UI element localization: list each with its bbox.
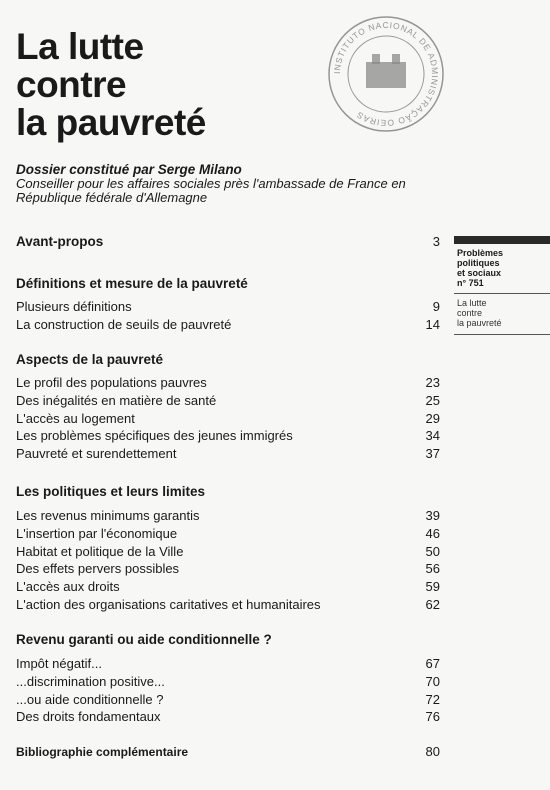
toc-section-title: Les politiques et leurs limites [16, 484, 206, 499]
toc-page-number: 70 [425, 673, 440, 689]
sidebar-bar [454, 236, 550, 244]
toc-entry-label: Pauvreté et surendettement [16, 446, 177, 462]
toc-section-title: Avant-propos [16, 234, 104, 249]
toc-page-number: 62 [425, 596, 440, 612]
toc-entry [16, 427, 440, 445]
toc-entry [16, 560, 440, 578]
toc-section-title: Définitions et mesure de la pauvreté [16, 276, 248, 291]
toc-page-number: 29 [425, 410, 440, 426]
toc-page-number: 25 [425, 392, 440, 408]
toc-entry [16, 578, 440, 596]
toc-page-number: 67 [425, 656, 440, 671]
toc-entry-label: Des droits fondamentaux [16, 709, 161, 725]
toc-entry-label: Des effets pervers possibles [16, 561, 180, 577]
toc-section [16, 276, 440, 334]
title-line: la pauvreté [16, 102, 206, 143]
toc-page-number: 76 [425, 709, 440, 725]
toc-entry [16, 298, 440, 316]
library-stamp [326, 14, 446, 134]
toc-entry-label: Le profil des populations pauvres [16, 375, 207, 390]
stamp-text: INSTITUTO NACIONAL DE ADMINISTRAÇÃO OEIRAS [331, 19, 441, 129]
toc-entry-label: L'action des organisations caritatives et humanitaires [16, 596, 321, 612]
toc-page-number: 56 [425, 561, 440, 577]
toc-bibliographie [16, 744, 440, 760]
title-line: contre [16, 64, 127, 105]
toc-section-title: Aspects de la pauvreté [16, 352, 164, 367]
toc-entry [16, 316, 440, 334]
toc-entry [16, 673, 440, 691]
toc-entry-label: L'accès au logement [16, 410, 135, 426]
toc-entry [16, 392, 440, 410]
toc-entry-label: Les revenus minimums garantis [16, 508, 200, 523]
sidebar-subtitle: La lutte contre la pauvreté [457, 298, 502, 328]
toc-entry-label: ...ou aide conditionnelle ? [16, 691, 164, 707]
toc-section-title: Revenu garanti ou aide conditionnelle ? [16, 632, 272, 647]
dossier-credit [16, 163, 446, 205]
toc-entry-label: L'accès aux droits [16, 579, 120, 595]
toc-entry [16, 374, 440, 392]
toc-section [16, 632, 440, 726]
toc-page-number: 14 [425, 316, 440, 332]
sidebar-divider [454, 293, 550, 294]
toc-section [16, 484, 440, 614]
toc-entry [16, 507, 440, 525]
toc-entry [16, 410, 440, 428]
toc-entry [16, 445, 440, 463]
toc-page-number: 80 [425, 744, 440, 759]
toc-entry-label: L'insertion par l'économique [16, 525, 178, 541]
series-sidebar [454, 236, 550, 335]
toc-entry-label: La construction de seuils de pauvreté [16, 316, 232, 332]
toc-entry [16, 543, 440, 561]
toc-entry [16, 708, 440, 726]
title-line: La lutte [16, 26, 144, 67]
toc-entry [16, 655, 440, 673]
toc-entry-label: Plusieurs définitions [16, 299, 132, 314]
toc-entry [16, 525, 440, 543]
sidebar-divider [454, 334, 550, 335]
toc-page-number: 39 [425, 508, 440, 523]
toc-avant-propos [16, 234, 440, 250]
toc-page-number: 72 [425, 691, 440, 707]
toc-entry-label: Impôt négatif... [16, 656, 102, 671]
toc-entry [16, 691, 440, 709]
dossier-role: République fédérale d'Allemagne [16, 190, 208, 205]
toc-page-number: 46 [425, 525, 440, 541]
toc-page-number: 23 [425, 375, 440, 390]
toc-section-title: Bibliographie complémentaire [16, 745, 189, 759]
toc-page-number: 9 [432, 299, 440, 314]
toc-entry-label: Des inégalités en matière de santé [16, 392, 217, 408]
page-title [16, 28, 206, 142]
toc-page-number: 50 [425, 543, 440, 559]
toc-page-number: 59 [425, 579, 440, 595]
toc-entry-label: Habitat et politique de la Ville [16, 543, 184, 559]
toc-page-number: 3 [432, 234, 440, 249]
dossier-author: Dossier constitué par Serge Milano [16, 162, 242, 177]
series-name: Problèmes politiques et sociaux n° 751 [457, 248, 504, 288]
toc-page-number: 37 [425, 446, 440, 462]
toc-entry-label: ...discrimination positive... [16, 673, 165, 689]
toc-section [16, 352, 440, 463]
toc-entry-label: Les problèmes spécifiques des jeunes immigrés [16, 428, 293, 444]
dossier-role: Conseiller pour les affaires sociales près l'ambassade de France en [16, 176, 406, 191]
toc-entry [16, 596, 440, 614]
toc-page-number: 34 [425, 428, 440, 444]
